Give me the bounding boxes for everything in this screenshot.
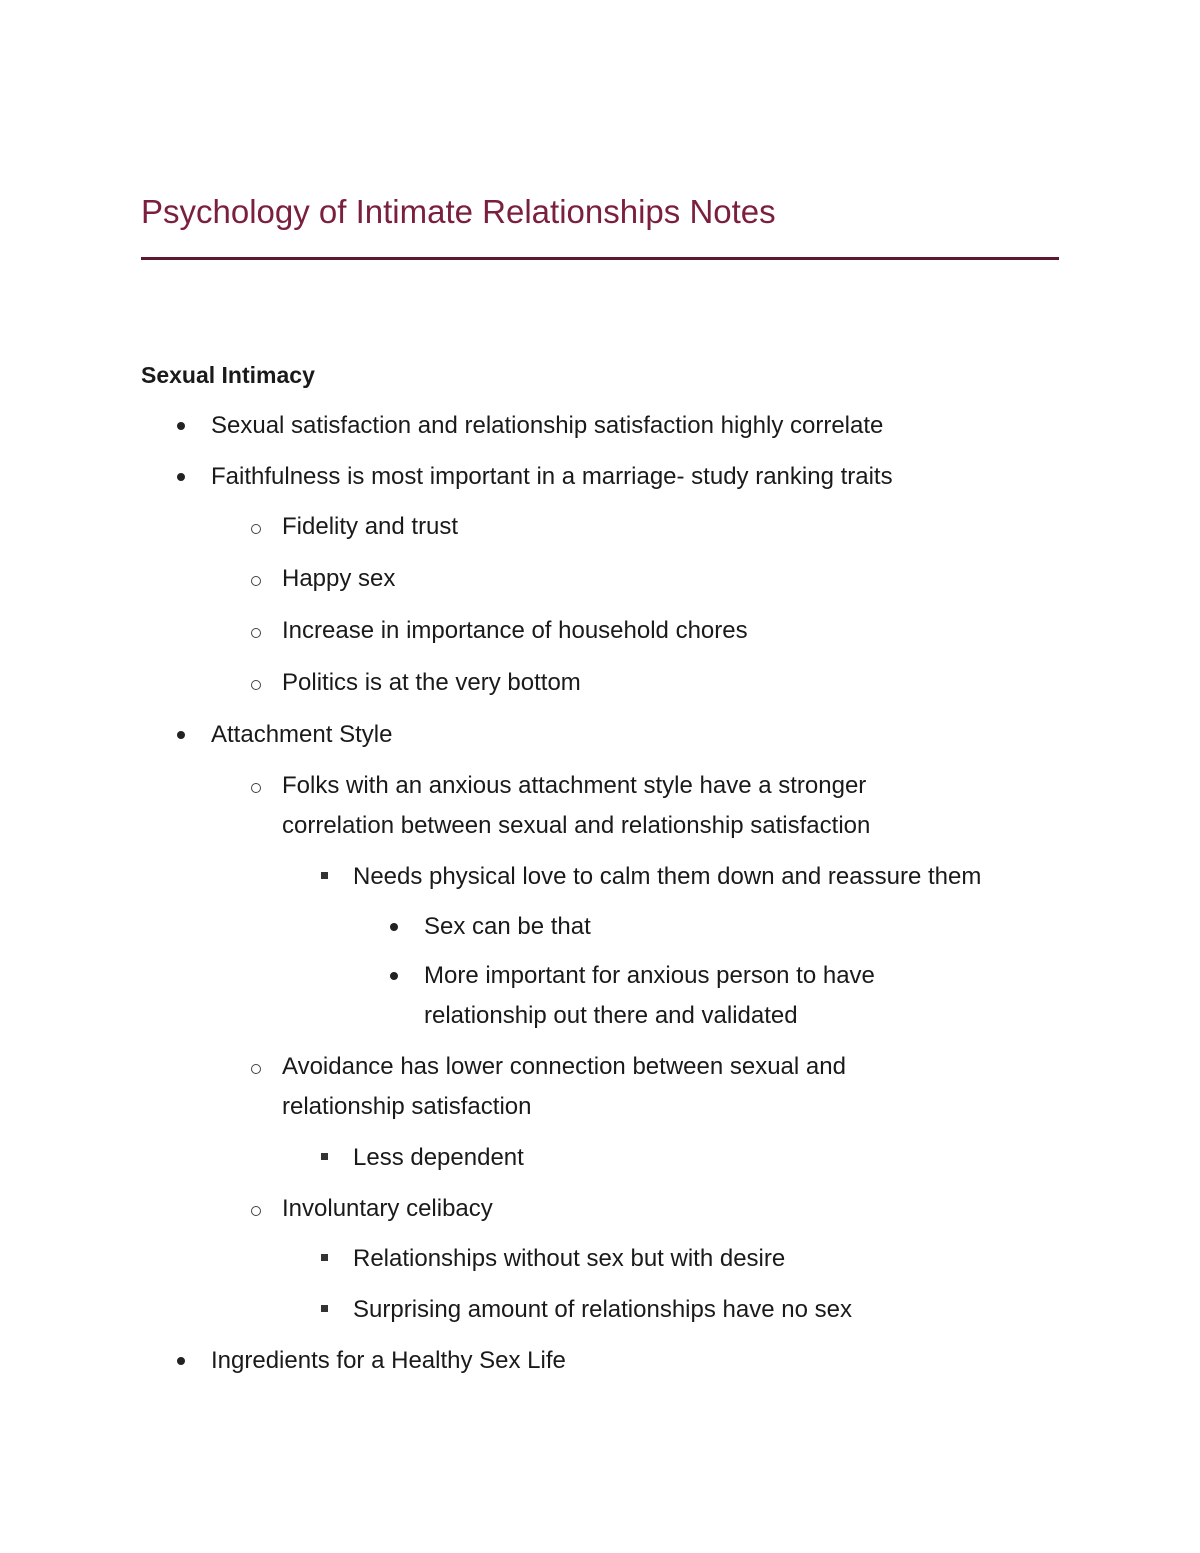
section-heading: Sexual Intimacy <box>141 362 315 388</box>
bullet-dot-icon <box>175 1355 186 1366</box>
list-item-text-continued: relationship out there and validated <box>424 1002 798 1029</box>
list-item-text: Folks with an anxious attachment style have a stronger <box>282 772 867 799</box>
list-item-text: Fidelity and trust <box>282 513 459 540</box>
list-item-text: Happy sex <box>282 565 396 592</box>
list-item-text: Faithfulness is most important in a marriage- study ranking traits <box>211 463 893 490</box>
list-item-text-continued: correlation between sexual and relationship satisfaction <box>282 812 871 839</box>
list-item-text: More important for anxious person to have <box>424 962 875 989</box>
bullet-square-icon <box>321 1153 328 1160</box>
list-item-text: Sex can be that <box>424 913 591 940</box>
bullet-square-icon <box>321 872 328 879</box>
list-item-text: Less dependent <box>353 1144 524 1171</box>
bullet-dot-icon <box>388 921 399 932</box>
list-item-text-continued: relationship satisfaction <box>282 1093 532 1120</box>
bullet-circle-icon <box>251 1206 261 1216</box>
list-item-text: Relationships without sex but with desire <box>353 1245 786 1272</box>
list-item-text: Avoidance has lower connection between sexual and <box>282 1053 846 1080</box>
bullet-dot-icon <box>175 729 186 740</box>
list-item-text: Surprising amount of relationships have no sex <box>353 1296 852 1323</box>
list-item-text: Increase in importance of household chores <box>282 617 748 644</box>
title-divider <box>141 257 1059 260</box>
list-item-text: Politics is at the very bottom <box>282 669 581 696</box>
bullet-circle-icon <box>251 576 261 586</box>
list-item-text: Sexual satisfaction and relationship satisfaction highly correlate <box>211 412 884 439</box>
bullet-circle-icon <box>251 524 261 534</box>
bullet-square-icon <box>321 1254 328 1261</box>
bullet-circle-icon <box>251 1064 261 1074</box>
list-item-text: Needs physical love to calm them down and reassure them <box>353 863 982 890</box>
bullet-circle-icon <box>251 783 261 793</box>
list-item-text: Involuntary celibacy <box>282 1195 493 1222</box>
document-title: Psychology of Intimate Relationships Notes <box>141 193 776 230</box>
bullet-dot-icon <box>175 420 186 431</box>
list-item-text: Attachment Style <box>211 721 393 748</box>
bullet-circle-icon <box>251 628 261 638</box>
bullet-circle-icon <box>251 680 261 690</box>
bullet-dot-icon <box>388 970 399 981</box>
bullet-square-icon <box>321 1305 328 1312</box>
bullet-dot-icon <box>175 471 186 482</box>
list-item-text: Ingredients for a Healthy Sex Life <box>211 1347 566 1374</box>
